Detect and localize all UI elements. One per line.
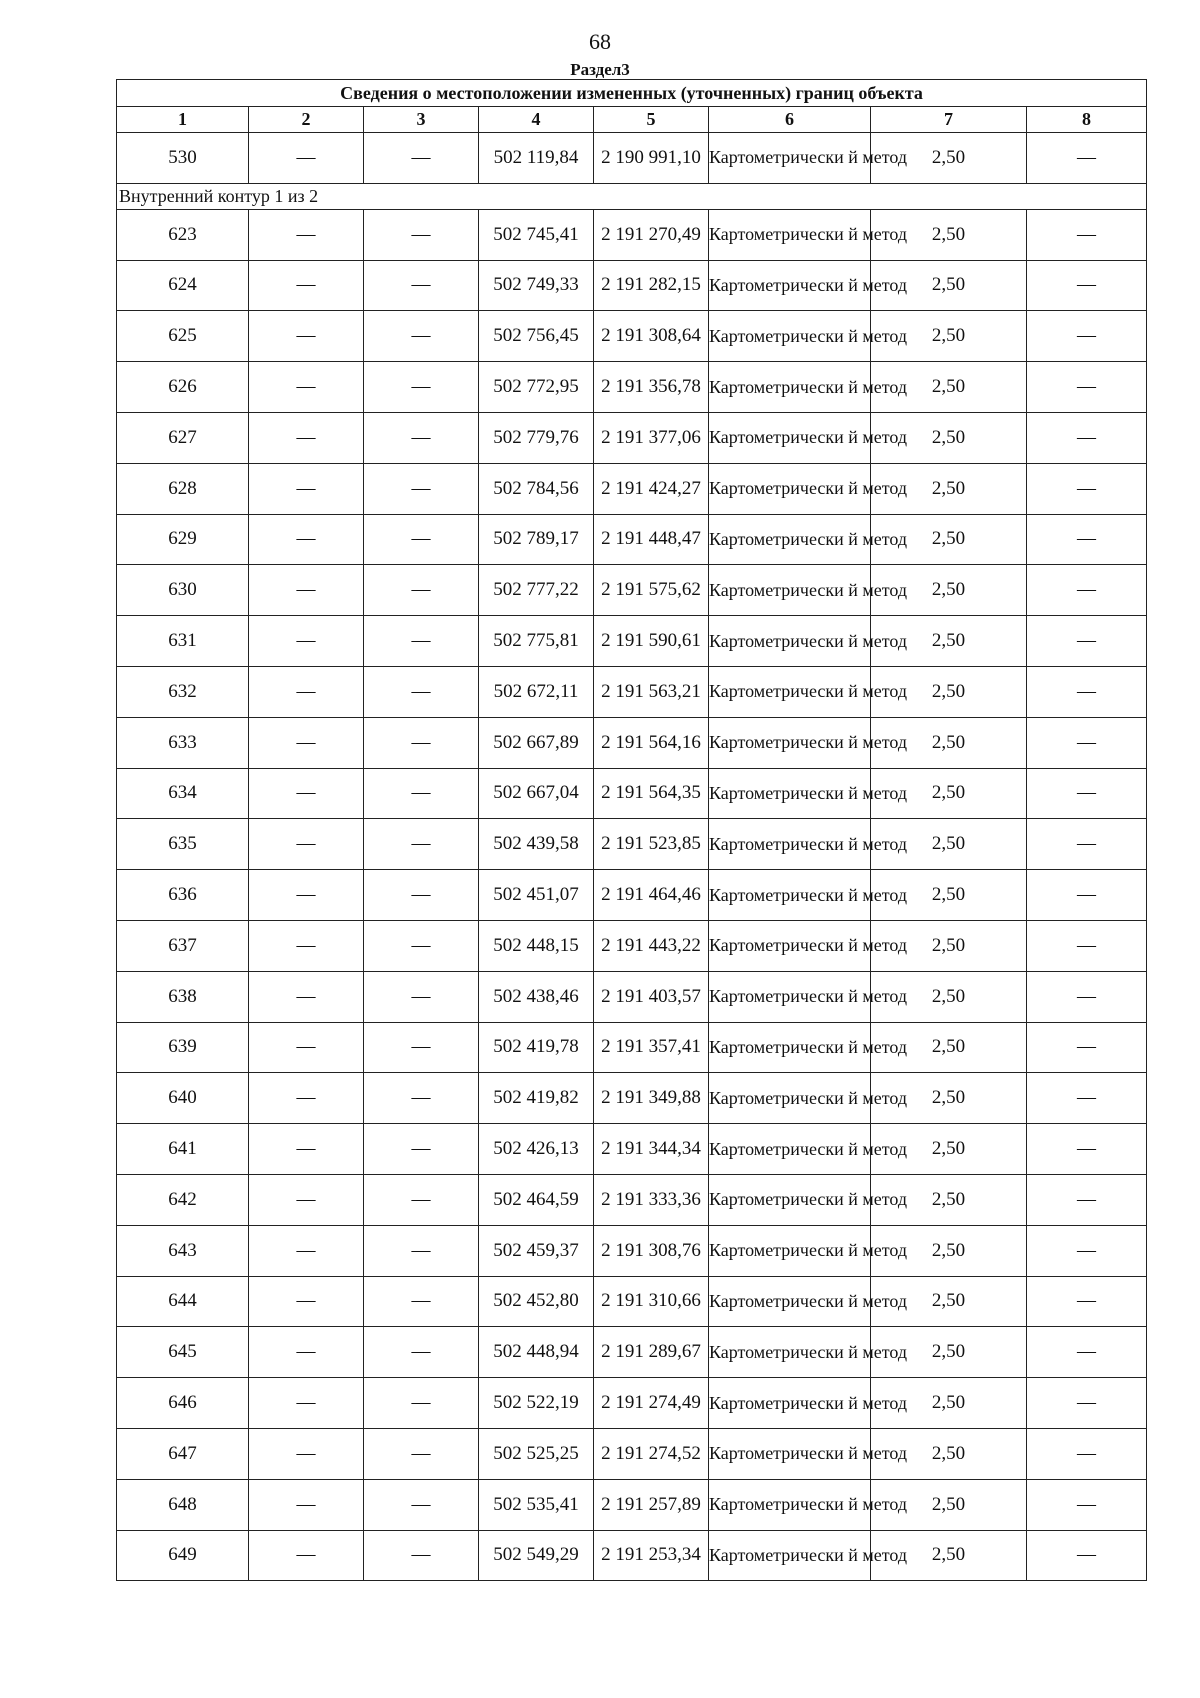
accuracy: 2,50 [871, 1428, 1027, 1479]
cell-col8: — [1027, 514, 1147, 565]
cell-col3: — [364, 971, 479, 1022]
cell-col8: — [1027, 362, 1147, 413]
coord-x: 502 419,82 [479, 1073, 594, 1124]
cell-col3: — [364, 565, 479, 616]
cell-col8: — [1027, 666, 1147, 717]
cell-col2: — [249, 260, 364, 311]
contour-row [117, 183, 1147, 209]
column-header: 6 [709, 107, 871, 133]
method: Картометрически й метод [709, 717, 871, 768]
accuracy: 2,50 [871, 768, 1027, 819]
cell-col3: — [364, 1378, 479, 1429]
accuracy: 2,50 [871, 870, 1027, 921]
point-number: 637 [117, 920, 249, 971]
cell-col8: — [1027, 412, 1147, 463]
column-header: 7 [871, 107, 1027, 133]
point-number: 635 [117, 819, 249, 870]
column-header: 2 [249, 107, 364, 133]
method: Картометрически й метод [709, 1174, 871, 1225]
point-number: 643 [117, 1225, 249, 1276]
coord-x: 502 464,59 [479, 1174, 594, 1225]
cell-col2: — [249, 920, 364, 971]
cell-col8: — [1027, 311, 1147, 362]
coord-y: 2 191 282,15 [594, 260, 709, 311]
coord-y: 2 191 448,47 [594, 514, 709, 565]
table-row [117, 1327, 1147, 1378]
point-number: 624 [117, 260, 249, 311]
coord-y: 2 191 464,46 [594, 870, 709, 921]
table-row [117, 1073, 1147, 1124]
method: Картометрически й метод [709, 209, 871, 260]
accuracy: 2,50 [871, 1225, 1027, 1276]
cell-col8: — [1027, 133, 1147, 184]
cell-col2: — [249, 565, 364, 616]
accuracy: 2,50 [871, 1276, 1027, 1327]
cell-col2: — [249, 1225, 364, 1276]
table-row [117, 1276, 1147, 1327]
cell-col2: — [249, 768, 364, 819]
method: Картометрически й метод [709, 1327, 871, 1378]
method: Картометрически й метод [709, 920, 871, 971]
method: Картометрически й метод [709, 819, 871, 870]
cell-col8: — [1027, 1276, 1147, 1327]
accuracy: 2,50 [871, 717, 1027, 768]
table-caption: Сведения о местоположении измененных (уточненных) границ объекта [117, 80, 1147, 107]
point-number: 628 [117, 463, 249, 514]
coord-y: 2 191 377,06 [594, 412, 709, 463]
boundary-table [116, 79, 1147, 1581]
coord-x: 502 777,22 [479, 565, 594, 616]
table-row [117, 209, 1147, 260]
coord-y: 2 191 575,62 [594, 565, 709, 616]
table-row [117, 1428, 1147, 1479]
table-row [117, 1530, 1147, 1581]
coord-x: 502 439,58 [479, 819, 594, 870]
coord-y: 2 191 333,36 [594, 1174, 709, 1225]
table-row [117, 870, 1147, 921]
cell-col3: — [364, 1124, 479, 1175]
cell-col8: — [1027, 1327, 1147, 1378]
cell-col8: — [1027, 1378, 1147, 1429]
column-header: 3 [364, 107, 479, 133]
point-number: 640 [117, 1073, 249, 1124]
cell-col3: — [364, 1073, 479, 1124]
coord-x: 502 119,84 [479, 133, 594, 184]
accuracy: 2,50 [871, 819, 1027, 870]
cell-col3: — [364, 1276, 479, 1327]
cell-col8: — [1027, 870, 1147, 921]
method: Картометрически й метод [709, 362, 871, 413]
cell-col8: — [1027, 565, 1147, 616]
cell-col2: — [249, 1073, 364, 1124]
table-row [117, 260, 1147, 311]
accuracy: 2,50 [871, 565, 1027, 616]
coord-x: 502 522,19 [479, 1378, 594, 1429]
coord-x: 502 525,25 [479, 1428, 594, 1479]
column-header-row [117, 107, 1147, 133]
table-row [117, 717, 1147, 768]
accuracy: 2,50 [871, 133, 1027, 184]
point-number: 623 [117, 209, 249, 260]
table-row [117, 768, 1147, 819]
coord-y: 2 191 403,57 [594, 971, 709, 1022]
accuracy: 2,50 [871, 1073, 1027, 1124]
cell-col2: — [249, 717, 364, 768]
cell-col2: — [249, 870, 364, 921]
table-row [117, 1378, 1147, 1429]
cell-col3: — [364, 1174, 479, 1225]
cell-col3: — [364, 768, 479, 819]
cell-col8: — [1027, 1174, 1147, 1225]
coord-x: 502 438,46 [479, 971, 594, 1022]
point-number: 647 [117, 1428, 249, 1479]
coord-x: 502 451,07 [479, 870, 594, 921]
coord-x: 502 779,76 [479, 412, 594, 463]
column-header: 5 [594, 107, 709, 133]
point-number: 630 [117, 565, 249, 616]
method: Картометрически й метод [709, 463, 871, 514]
coord-x: 502 448,94 [479, 1327, 594, 1378]
point-number: 648 [117, 1479, 249, 1530]
method: Картометрически й метод [709, 311, 871, 362]
coord-y: 2 191 270,49 [594, 209, 709, 260]
table-row [117, 133, 1147, 184]
method: Картометрически й метод [709, 1428, 871, 1479]
accuracy: 2,50 [871, 920, 1027, 971]
cell-col2: — [249, 412, 364, 463]
cell-col2: — [249, 616, 364, 667]
point-number: 646 [117, 1378, 249, 1429]
point-number: 636 [117, 870, 249, 921]
coord-y: 2 191 356,78 [594, 362, 709, 413]
cell-col3: — [364, 1022, 479, 1073]
accuracy: 2,50 [871, 616, 1027, 667]
coord-y: 2 191 310,66 [594, 1276, 709, 1327]
table-row [117, 1479, 1147, 1530]
method: Картометрически й метод [709, 666, 871, 717]
cell-col3: — [364, 133, 479, 184]
coord-y: 2 191 257,89 [594, 1479, 709, 1530]
coord-y: 2 191 564,16 [594, 717, 709, 768]
point-number: 638 [117, 971, 249, 1022]
cell-col8: — [1027, 1022, 1147, 1073]
point-number: 649 [117, 1530, 249, 1581]
cell-col3: — [364, 514, 479, 565]
coord-y: 2 191 274,49 [594, 1378, 709, 1429]
cell-col3: — [364, 362, 479, 413]
method: Картометрически й метод [709, 260, 871, 311]
coord-y: 2 191 424,27 [594, 463, 709, 514]
method: Картометрически й метод [709, 1276, 871, 1327]
point-number: 627 [117, 412, 249, 463]
table-row [117, 1022, 1147, 1073]
accuracy: 2,50 [871, 412, 1027, 463]
coord-y: 2 191 523,85 [594, 819, 709, 870]
table-caption-row [117, 80, 1147, 107]
cell-col3: — [364, 463, 479, 514]
point-number: 633 [117, 717, 249, 768]
coord-y: 2 191 289,67 [594, 1327, 709, 1378]
cell-col3: — [364, 920, 479, 971]
cell-col2: — [249, 1124, 364, 1175]
method: Картометрически й метод [709, 1124, 871, 1175]
table-row [117, 362, 1147, 413]
table-row [117, 311, 1147, 362]
coord-y: 2 191 274,52 [594, 1428, 709, 1479]
method: Картометрически й метод [709, 514, 871, 565]
coord-x: 502 775,81 [479, 616, 594, 667]
method: Картометрически й метод [709, 1530, 871, 1581]
coord-y: 2 191 308,76 [594, 1225, 709, 1276]
method: Картометрически й метод [709, 412, 871, 463]
table-row [117, 514, 1147, 565]
accuracy: 2,50 [871, 311, 1027, 362]
cell-col3: — [364, 717, 479, 768]
cell-col8: — [1027, 260, 1147, 311]
cell-col8: — [1027, 1530, 1147, 1581]
coord-x: 502 756,45 [479, 311, 594, 362]
coord-x: 502 745,41 [479, 209, 594, 260]
accuracy: 2,50 [871, 971, 1027, 1022]
method: Картометрически й метод [709, 971, 871, 1022]
cell-col3: — [364, 311, 479, 362]
cell-col8: — [1027, 1428, 1147, 1479]
coord-y: 2 191 357,41 [594, 1022, 709, 1073]
cell-col2: — [249, 463, 364, 514]
cell-col8: — [1027, 819, 1147, 870]
accuracy: 2,50 [871, 260, 1027, 311]
table-row [117, 1174, 1147, 1225]
cell-col3: — [364, 1225, 479, 1276]
accuracy: 2,50 [871, 1022, 1027, 1073]
column-header: 1 [117, 107, 249, 133]
point-number: 634 [117, 768, 249, 819]
cell-col2: — [249, 1428, 364, 1479]
coord-y: 2 191 443,22 [594, 920, 709, 971]
coord-x: 502 772,95 [479, 362, 594, 413]
method: Картометрически й метод [709, 768, 871, 819]
accuracy: 2,50 [871, 209, 1027, 260]
cell-col2: — [249, 1174, 364, 1225]
table-row [117, 565, 1147, 616]
coord-y: 2 191 590,61 [594, 616, 709, 667]
method: Картометрически й метод [709, 565, 871, 616]
table-row [117, 616, 1147, 667]
table-row [117, 666, 1147, 717]
cell-col2: — [249, 971, 364, 1022]
point-number: 629 [117, 514, 249, 565]
coord-x: 502 459,37 [479, 1225, 594, 1276]
page-number: 68 [589, 29, 611, 54]
point-number: 639 [117, 1022, 249, 1073]
accuracy: 2,50 [871, 1530, 1027, 1581]
cell-col3: — [364, 1479, 479, 1530]
point-number: 626 [117, 362, 249, 413]
cell-col8: — [1027, 1479, 1147, 1530]
cell-col2: — [249, 1022, 364, 1073]
cell-col3: — [364, 616, 479, 667]
coord-x: 502 549,29 [479, 1530, 594, 1581]
method: Картометрически й метод [709, 870, 871, 921]
cell-col2: — [249, 666, 364, 717]
coord-x: 502 784,56 [479, 463, 594, 514]
coord-x: 502 749,33 [479, 260, 594, 311]
coord-y: 2 191 344,34 [594, 1124, 709, 1175]
table-row [117, 463, 1147, 514]
accuracy: 2,50 [871, 463, 1027, 514]
coord-x: 502 789,17 [479, 514, 594, 565]
table-row [117, 1225, 1147, 1276]
accuracy: 2,50 [871, 1479, 1027, 1530]
point-number: 632 [117, 666, 249, 717]
cell-col8: — [1027, 1073, 1147, 1124]
cell-col3: — [364, 260, 479, 311]
coord-y: 2 191 308,64 [594, 311, 709, 362]
accuracy: 2,50 [871, 514, 1027, 565]
cell-col8: — [1027, 1124, 1147, 1175]
column-header: 4 [479, 107, 594, 133]
cell-col2: — [249, 1530, 364, 1581]
coord-x: 502 426,13 [479, 1124, 594, 1175]
point-number: 645 [117, 1327, 249, 1378]
coord-x: 502 448,15 [479, 920, 594, 971]
coord-x: 502 667,04 [479, 768, 594, 819]
column-header: 8 [1027, 107, 1147, 133]
method: Картометрически й метод [709, 1378, 871, 1429]
coord-x: 502 419,78 [479, 1022, 594, 1073]
cell-col3: — [364, 1428, 479, 1479]
cell-col2: — [249, 311, 364, 362]
coord-y: 2 190 991,10 [594, 133, 709, 184]
cell-col3: — [364, 666, 479, 717]
cell-col2: — [249, 362, 364, 413]
point-number: 644 [117, 1276, 249, 1327]
table-row [117, 412, 1147, 463]
cell-col2: — [249, 1327, 364, 1378]
cell-col8: — [1027, 209, 1147, 260]
cell-col2: — [249, 1479, 364, 1530]
coord-x: 502 672,11 [479, 666, 594, 717]
accuracy: 2,50 [871, 1327, 1027, 1378]
point-number: 641 [117, 1124, 249, 1175]
method: Картометрически й метод [709, 1225, 871, 1276]
cell-col3: — [364, 1530, 479, 1581]
accuracy: 2,50 [871, 1378, 1027, 1429]
accuracy: 2,50 [871, 666, 1027, 717]
coord-y: 2 191 253,34 [594, 1530, 709, 1581]
coord-x: 502 452,80 [479, 1276, 594, 1327]
section-title: Раздел3 [570, 60, 630, 79]
cell-col8: — [1027, 1225, 1147, 1276]
point-number: 530 [117, 133, 249, 184]
accuracy: 2,50 [871, 1174, 1027, 1225]
table-row [117, 920, 1147, 971]
coord-x: 502 535,41 [479, 1479, 594, 1530]
cell-col3: — [364, 870, 479, 921]
point-number: 625 [117, 311, 249, 362]
table-row [117, 1124, 1147, 1175]
accuracy: 2,50 [871, 362, 1027, 413]
cell-col2: — [249, 1276, 364, 1327]
cell-col8: — [1027, 920, 1147, 971]
cell-col2: — [249, 1378, 364, 1429]
table-row [117, 819, 1147, 870]
method: Картометрически й метод [709, 1479, 871, 1530]
method: Картометрически й метод [709, 133, 871, 184]
cell-col2: — [249, 819, 364, 870]
cell-col3: — [364, 209, 479, 260]
point-number: 631 [117, 616, 249, 667]
cell-col2: — [249, 133, 364, 184]
method: Картометрически й метод [709, 1073, 871, 1124]
cell-col2: — [249, 209, 364, 260]
cell-col3: — [364, 819, 479, 870]
point-number: 642 [117, 1174, 249, 1225]
coord-y: 2 191 564,35 [594, 768, 709, 819]
cell-col8: — [1027, 616, 1147, 667]
coord-x: 502 667,89 [479, 717, 594, 768]
cell-col8: — [1027, 717, 1147, 768]
coord-y: 2 191 563,21 [594, 666, 709, 717]
cell-col8: — [1027, 768, 1147, 819]
contour-label: Внутренний контур 1 из 2 [117, 183, 1147, 209]
accuracy: 2,50 [871, 1124, 1027, 1175]
table-row [117, 971, 1147, 1022]
coord-y: 2 191 349,88 [594, 1073, 709, 1124]
cell-col8: — [1027, 971, 1147, 1022]
cell-col2: — [249, 514, 364, 565]
cell-col3: — [364, 1327, 479, 1378]
cell-col3: — [364, 412, 479, 463]
cell-col8: — [1027, 463, 1147, 514]
method: Картометрически й метод [709, 616, 871, 667]
method: Картометрически й метод [709, 1022, 871, 1073]
